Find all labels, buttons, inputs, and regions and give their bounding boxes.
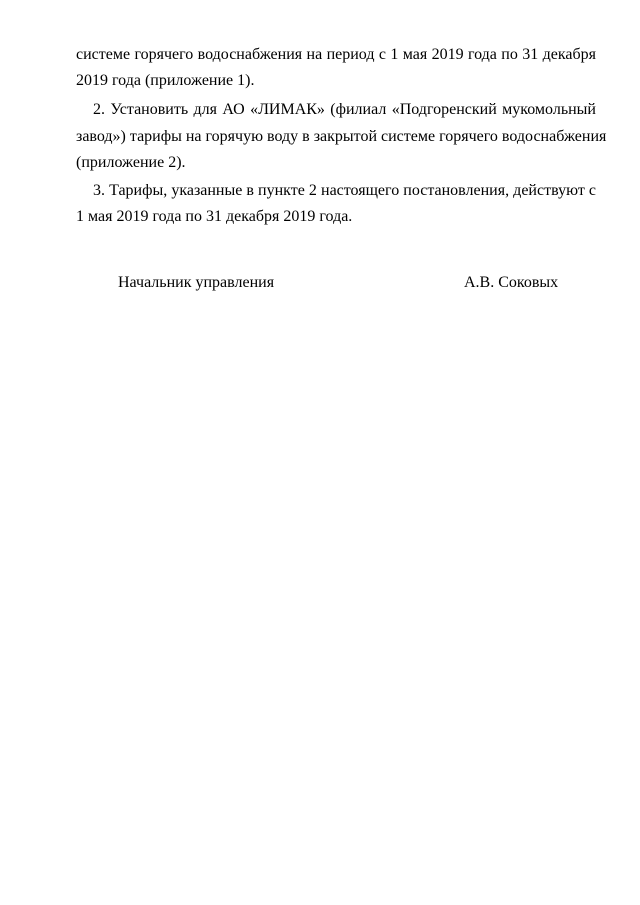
signatory-name: А.В. Соковых — [464, 274, 559, 291]
paragraph-line: завод») тарифы на горячую воду в закрытой системе горячего водоснабжения — [76, 128, 607, 145]
signatory-position: Начальник управления — [118, 274, 275, 291]
paragraph-line: 3. Тарифы, указанные в пункте 2 настоящего постановления, действуют с — [93, 182, 596, 199]
paragraph-line: системе горячего водоснабжения на период с 1 мая 2019 года по 31 декабря — [76, 46, 596, 63]
paragraph-line: 1 мая 2019 года по 31 декабря 2019 года. — [76, 208, 353, 225]
paragraph-line: 2. Установить для АО «ЛИМАК» (филиал «Подгоренский мукомольный — [93, 101, 596, 118]
paragraph-line: 2019 года (приложение 1). — [76, 72, 255, 89]
paragraph-line: (приложение 2). — [76, 154, 186, 171]
